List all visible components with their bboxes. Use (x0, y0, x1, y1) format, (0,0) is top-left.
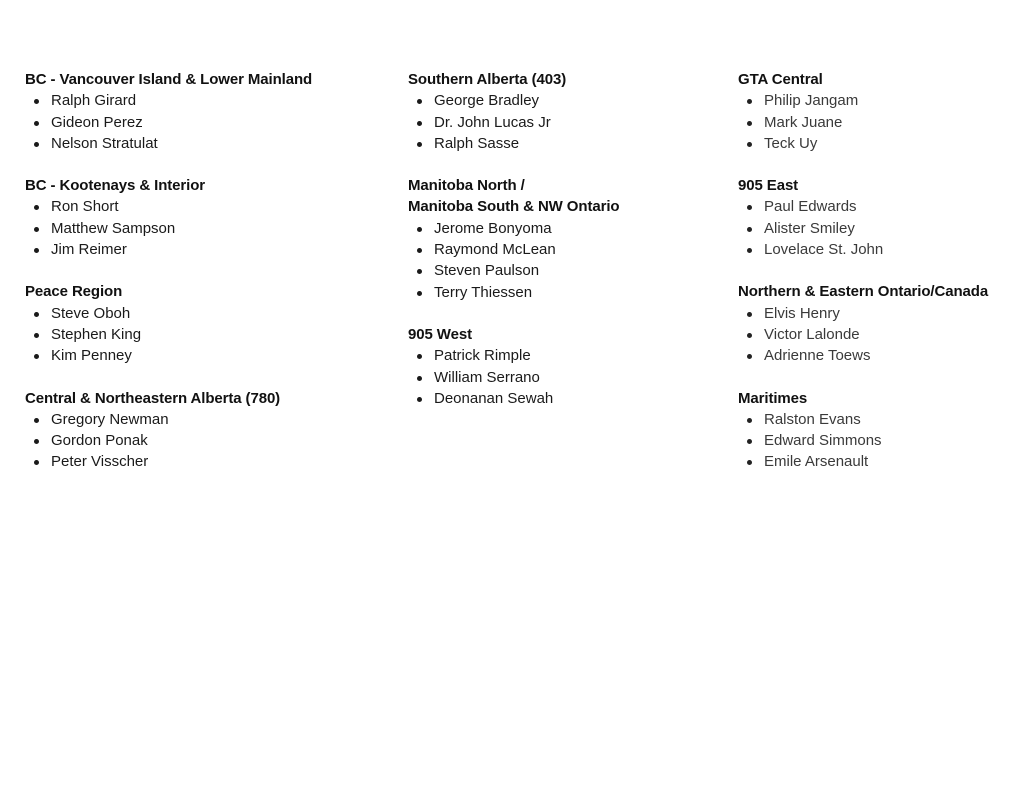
member-name: William Serrano (434, 368, 540, 386)
list-item (738, 196, 1024, 217)
member-name: George Bradley (434, 92, 540, 110)
bullet-icon (747, 248, 752, 253)
list-item (25, 218, 385, 239)
member-name: Gideon Perez (51, 113, 143, 131)
member-name: Nelson Stratulat (51, 134, 158, 152)
bullet-icon (417, 227, 422, 232)
region-title: Maritimes (738, 389, 808, 407)
list-item (738, 324, 1024, 345)
bullet-icon (747, 205, 752, 210)
list-item (25, 239, 385, 260)
member-name: Ron Short (51, 198, 119, 216)
member-name: Philip Jangam (764, 92, 859, 110)
region-title: Northern & Eastern Ontario/Canada (738, 283, 989, 301)
region-title: BC - Vancouver Island & Lower Mainland (25, 71, 313, 88)
list-item (738, 133, 1024, 154)
bullet-icon (417, 291, 422, 296)
member-name: Ralph Sasse (434, 134, 520, 152)
region-southern-alberta (408, 69, 728, 154)
bullet-icon (34, 354, 39, 359)
member-name: Mark Juane (764, 113, 843, 131)
region-title: 905 West (408, 325, 472, 343)
list-item (738, 112, 1024, 133)
bullet-icon (34, 439, 39, 444)
list-item (408, 112, 728, 133)
member-name: Deonanan Sewah (434, 389, 554, 407)
region-bc-kootenays (25, 175, 385, 260)
member-name: Paul Edwards (764, 198, 857, 216)
bullet-icon (34, 312, 39, 317)
column-1 (25, 69, 385, 494)
list-item (408, 239, 728, 260)
bullet-icon (34, 142, 39, 147)
region-maritimes (738, 388, 1024, 473)
bullet-icon (34, 205, 39, 210)
member-name: Ralph Girard (51, 92, 137, 110)
bullet-icon (747, 354, 752, 359)
region-central-ne-alberta (25, 388, 385, 473)
member-name: Victor Lalonde (764, 325, 860, 343)
member-name: Adrienne Toews (764, 347, 871, 365)
list-item (738, 409, 1024, 430)
bullet-icon (34, 460, 39, 465)
member-name: Gregory Newman (51, 410, 169, 428)
member-name: Ralston Evans (764, 410, 861, 428)
bullet-icon (417, 269, 422, 274)
bullet-icon (747, 99, 752, 104)
member-list (738, 196, 1024, 260)
member-name: Elvis Henry (764, 304, 840, 322)
member-name: Patrick Rimple (434, 347, 531, 365)
member-list (25, 90, 385, 154)
bullet-icon (747, 418, 752, 423)
list-item (25, 451, 385, 472)
member-name: Matthew Sampson (51, 219, 176, 237)
member-list (738, 90, 1024, 154)
region-title: GTA Central (738, 71, 823, 88)
region-peace (25, 281, 385, 366)
member-name: Steve Oboh (51, 304, 131, 322)
member-list (408, 90, 728, 154)
list-item (408, 388, 728, 409)
bullet-icon (747, 142, 752, 147)
list-item (25, 345, 385, 366)
list-item (738, 239, 1024, 260)
list-item (408, 218, 728, 239)
member-name: Gordon Ponak (51, 432, 148, 450)
member-name: Emile Arsenault (764, 453, 869, 471)
member-name: Jim Reimer (51, 241, 127, 259)
bullet-icon (34, 333, 39, 338)
region-gta-central (738, 69, 1024, 154)
bullet-icon (747, 312, 752, 317)
region-bc-vancouver-island (25, 69, 385, 154)
list-item (738, 451, 1024, 472)
region-title: 905 East (738, 177, 799, 195)
list-item (738, 303, 1024, 324)
region-title: Southern Alberta (403) (408, 71, 567, 88)
list-item (408, 282, 728, 303)
member-list (408, 218, 728, 303)
list-item (408, 367, 728, 388)
list-item (408, 345, 728, 366)
bullet-icon (34, 418, 39, 423)
member-name: Jerome Bonyoma (434, 219, 552, 237)
member-list (25, 303, 385, 367)
member-name: Dr. John Lucas Jr (434, 113, 551, 131)
region-title: Manitoba North / (408, 177, 525, 195)
bullet-icon (34, 99, 39, 104)
region-title: Peace Region (25, 283, 123, 301)
bullet-icon (34, 121, 39, 126)
list-item (25, 409, 385, 430)
list-item (738, 430, 1024, 451)
region-title-line-2: Manitoba South & NW Ontario (408, 198, 620, 216)
member-name: Terry Thiessen (434, 283, 533, 301)
list-item (408, 90, 728, 111)
list-item (738, 345, 1024, 366)
bullet-icon (747, 121, 752, 126)
list-item (25, 196, 385, 217)
member-name: Alister Smiley (764, 219, 855, 237)
column-2 (408, 69, 728, 430)
member-list (408, 345, 728, 409)
member-name: Peter Visscher (51, 453, 149, 471)
list-item (25, 430, 385, 451)
region-title: Central & Northeastern Alberta (780) (25, 389, 281, 407)
member-list (25, 196, 385, 260)
region-905-east (738, 175, 1024, 260)
list-item (738, 90, 1024, 111)
bullet-icon (417, 354, 422, 359)
list-item (738, 218, 1024, 239)
region-title: BC - Kootenays & Interior (25, 177, 206, 195)
member-name: Stephen King (51, 325, 142, 343)
bullet-icon (417, 121, 422, 126)
member-name: Kim Penney (51, 347, 132, 365)
bullet-icon (747, 227, 752, 232)
member-list (738, 303, 1024, 367)
list-item (25, 133, 385, 154)
bullet-icon (417, 397, 422, 402)
region-northern-eastern-ontario (738, 281, 1024, 366)
region-manitoba (408, 175, 728, 303)
bullet-icon (34, 227, 39, 232)
list-item (25, 303, 385, 324)
list-item (25, 112, 385, 133)
list-item (25, 90, 385, 111)
list-item (408, 133, 728, 154)
bullet-icon (417, 248, 422, 253)
member-name: Lovelace St. John (764, 241, 884, 259)
bullet-icon (747, 439, 752, 444)
bullet-icon (417, 99, 422, 104)
bullet-icon (747, 333, 752, 338)
list-item (408, 260, 728, 281)
member-list (738, 409, 1024, 473)
bullet-icon (747, 460, 752, 465)
member-list (25, 409, 385, 473)
member-name: Raymond McLean (434, 241, 556, 259)
bullet-icon (417, 376, 422, 381)
member-name: Teck Uy (764, 134, 818, 152)
list-item (25, 324, 385, 345)
column-3 (738, 69, 1024, 494)
region-905-west (408, 324, 728, 409)
bullet-icon (34, 248, 39, 253)
member-name: Steven Paulson (434, 262, 540, 280)
member-name: Edward Simmons (764, 432, 882, 450)
bullet-icon (417, 142, 422, 147)
